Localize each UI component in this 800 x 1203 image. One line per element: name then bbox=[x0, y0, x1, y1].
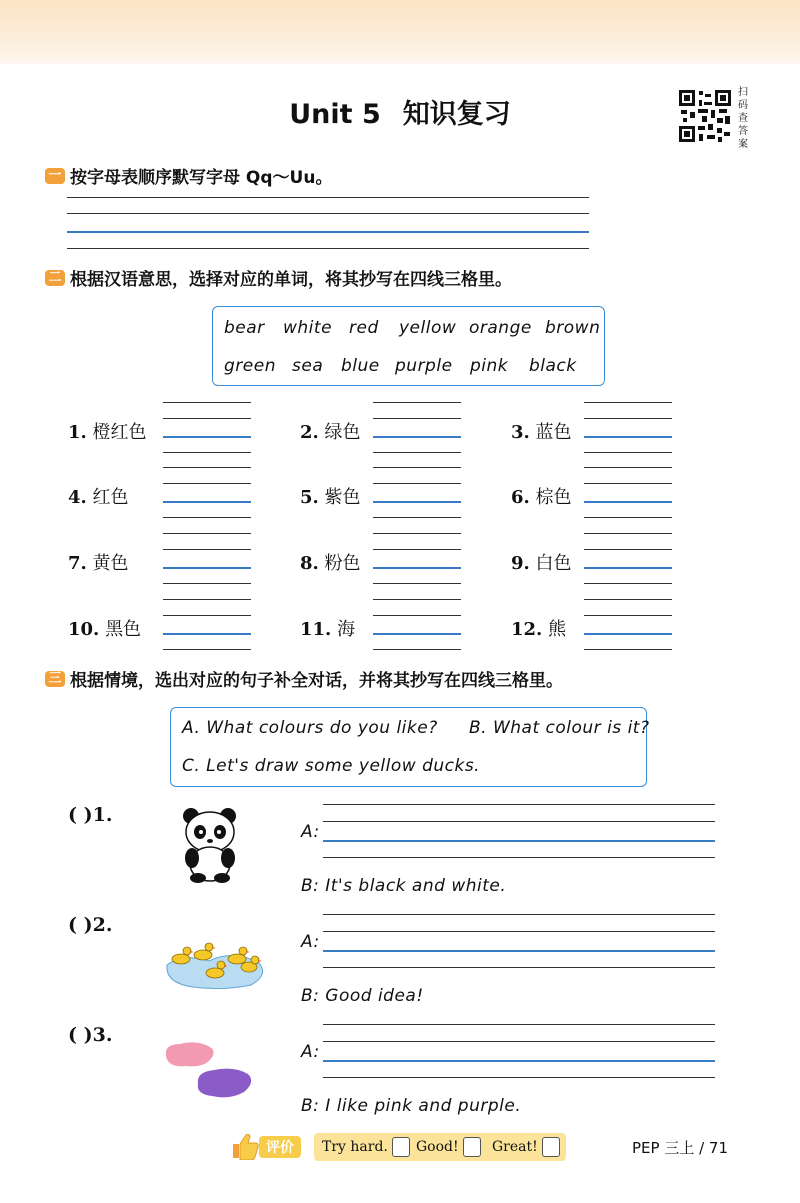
word-bank-item: brown bbox=[545, 318, 601, 338]
vocab-item-label bbox=[300, 418, 361, 444]
writing-line bbox=[373, 452, 461, 453]
section-2-number: 二 bbox=[48, 270, 62, 285]
good-option[interactable] bbox=[416, 1137, 481, 1157]
writing-line bbox=[584, 483, 672, 484]
dialog-baseline bbox=[323, 1060, 715, 1062]
vocab-item-number: 5. bbox=[300, 487, 319, 508]
section-3-instruction: 根据情境，选出对应的句子补全对话，并将其抄写在四线三格里。 bbox=[70, 671, 563, 691]
writing-line bbox=[373, 615, 461, 616]
dialog-line bbox=[323, 931, 715, 932]
vocab-item-chinese: 海 bbox=[337, 619, 356, 640]
question-3-answer-blank[interactable]: ( )3. bbox=[68, 1024, 113, 1046]
speaker-a-label: A: bbox=[301, 1042, 320, 1062]
writing-line bbox=[584, 402, 672, 403]
option-b: B. What colour is it? bbox=[469, 718, 650, 738]
writing-baseline bbox=[584, 436, 672, 438]
vocab-item-chinese: 白色 bbox=[535, 553, 572, 574]
thumbs-up-icon bbox=[230, 1132, 260, 1160]
dialog-line bbox=[323, 967, 715, 968]
vocab-item-label bbox=[68, 483, 129, 509]
dialog-baseline bbox=[323, 950, 715, 952]
vocab-item-label bbox=[511, 418, 572, 444]
writing-baseline bbox=[67, 231, 589, 233]
writing-line bbox=[373, 483, 461, 484]
writing-baseline bbox=[373, 436, 461, 438]
writing-line bbox=[584, 599, 672, 600]
dialog-baseline bbox=[323, 840, 715, 842]
writing-line bbox=[163, 583, 251, 584]
writing-line bbox=[163, 549, 251, 550]
vocab-item-number: 11. bbox=[300, 619, 332, 640]
writing-line bbox=[67, 213, 589, 214]
vocab-item-chinese: 黄色 bbox=[92, 553, 129, 574]
writing-line bbox=[584, 533, 672, 534]
vocab-item-number: 2. bbox=[300, 422, 319, 443]
vocab-item-label bbox=[511, 483, 572, 509]
vocab-item-number: 9. bbox=[511, 553, 530, 574]
writing-baseline bbox=[584, 501, 672, 503]
great-checkbox[interactable] bbox=[542, 1137, 560, 1157]
ducks-icon bbox=[163, 935, 267, 991]
vocab-item-label bbox=[300, 615, 355, 641]
writing-line bbox=[163, 483, 251, 484]
word-bank-item: yellow bbox=[399, 318, 457, 338]
writing-line bbox=[163, 517, 251, 518]
vocab-item-number: 10. bbox=[68, 619, 100, 640]
vocab-item-chinese: 粉色 bbox=[324, 553, 361, 574]
vocab-item-chinese: 棕色 bbox=[535, 487, 572, 508]
vocab-item-number: 4. bbox=[68, 487, 87, 508]
panda-icon bbox=[180, 806, 240, 884]
vocab-item-number: 3. bbox=[511, 422, 530, 443]
writing-line bbox=[373, 418, 461, 419]
try-hard-label: Try hard. bbox=[322, 1139, 388, 1155]
writing-line bbox=[163, 402, 251, 403]
word-bank-item: red bbox=[349, 318, 379, 338]
qr-code-icon[interactable] bbox=[677, 88, 733, 144]
writing-line bbox=[163, 649, 251, 650]
question-2-answer-blank[interactable]: ( )2. bbox=[68, 914, 113, 936]
writing-line bbox=[584, 452, 672, 453]
page-number: PEP 三上 / 71 bbox=[632, 1139, 729, 1157]
writing-baseline bbox=[373, 501, 461, 503]
title-text: 知识复习 bbox=[402, 99, 511, 130]
writing-baseline bbox=[163, 567, 251, 569]
section-1-instruction: 按字母表顺序默写字母 Qq～Uu。 bbox=[70, 168, 333, 188]
vocab-item-chinese: 黑色 bbox=[105, 619, 142, 640]
unit-label: Unit 5 bbox=[289, 99, 381, 130]
vocab-item-chinese: 红色 bbox=[92, 487, 129, 508]
speaker-b-line: B: I like pink and purple. bbox=[301, 1096, 522, 1116]
vocab-item-label bbox=[68, 549, 129, 575]
vocab-item-number: 7. bbox=[68, 553, 87, 574]
vocab-item-chinese: 橙红色 bbox=[92, 422, 147, 443]
vocab-item-label bbox=[300, 549, 361, 575]
dialog-line bbox=[323, 1024, 715, 1025]
vocab-item-label bbox=[511, 615, 566, 641]
writing-baseline bbox=[163, 501, 251, 503]
writing-line bbox=[584, 649, 672, 650]
writing-line bbox=[584, 467, 672, 468]
try-hard-checkbox[interactable] bbox=[392, 1137, 410, 1157]
vocab-item-chinese: 绿色 bbox=[324, 422, 361, 443]
word-bank-item: orange bbox=[469, 318, 532, 338]
word-bank-item: purple bbox=[395, 356, 453, 376]
dialog-line bbox=[323, 804, 715, 805]
writing-line bbox=[373, 533, 461, 534]
writing-line bbox=[163, 452, 251, 453]
great-label: Great! bbox=[492, 1139, 538, 1155]
question-1-answer-blank[interactable]: ( )1. bbox=[68, 804, 113, 826]
option-a: A. What colours do you like? bbox=[182, 718, 438, 738]
word-bank-item: sea bbox=[292, 356, 324, 376]
writing-baseline bbox=[584, 567, 672, 569]
dialog-line bbox=[323, 857, 715, 858]
good-checkbox[interactable] bbox=[463, 1137, 481, 1157]
word-bank-item: black bbox=[529, 356, 577, 376]
speaker-a-label: A: bbox=[301, 822, 320, 842]
writing-line bbox=[584, 615, 672, 616]
writing-line bbox=[584, 517, 672, 518]
top-band-edge bbox=[0, 58, 800, 64]
section-3-number: 三 bbox=[48, 671, 62, 686]
vocab-item-chinese: 熊 bbox=[548, 619, 567, 640]
writing-baseline bbox=[373, 567, 461, 569]
writing-line bbox=[163, 418, 251, 419]
dialog-line bbox=[323, 821, 715, 822]
writing-line bbox=[163, 533, 251, 534]
writing-line bbox=[373, 402, 461, 403]
writing-baseline bbox=[163, 633, 251, 635]
try-hard-option[interactable] bbox=[322, 1137, 410, 1157]
writing-line bbox=[67, 248, 589, 249]
writing-line bbox=[163, 599, 251, 600]
word-bank-item: white bbox=[283, 318, 333, 338]
dialog-line bbox=[323, 1077, 715, 1078]
writing-line bbox=[584, 549, 672, 550]
qr-caption: 扫码查答案 bbox=[738, 87, 748, 150]
vocab-item-label bbox=[300, 483, 361, 509]
writing-line bbox=[373, 517, 461, 518]
vocab-item-number: 1. bbox=[68, 422, 87, 443]
writing-line bbox=[373, 467, 461, 468]
section-2-instruction: 根据汉语意思，选择对应的单词，将其抄写在四线三格里。 bbox=[70, 270, 512, 290]
writing-baseline bbox=[373, 633, 461, 635]
speaker-b-line: B: Good idea! bbox=[301, 986, 424, 1006]
vocab-item-label bbox=[511, 549, 572, 575]
vocab-item-label bbox=[68, 418, 147, 444]
writing-baseline bbox=[163, 436, 251, 438]
writing-line bbox=[584, 418, 672, 419]
writing-baseline bbox=[584, 633, 672, 635]
great-option[interactable] bbox=[492, 1137, 560, 1157]
vocab-item-number: 8. bbox=[300, 553, 319, 574]
word-bank-item: blue bbox=[341, 356, 380, 376]
writing-line bbox=[373, 549, 461, 550]
vocab-item-number: 12. bbox=[511, 619, 543, 640]
good-label: Good! bbox=[416, 1139, 459, 1155]
speaker-b-line: B: It's black and white. bbox=[301, 876, 507, 896]
writing-line bbox=[373, 583, 461, 584]
word-bank-item: bear bbox=[224, 318, 265, 338]
vocab-item-label bbox=[68, 615, 141, 641]
top-band bbox=[0, 0, 800, 58]
dialog-line bbox=[323, 1041, 715, 1042]
word-bank-item: pink bbox=[470, 356, 509, 376]
writing-line bbox=[163, 467, 251, 468]
vocab-item-chinese: 紫色 bbox=[324, 487, 361, 508]
section-1-number: 一 bbox=[48, 168, 62, 183]
evaluation-label: 评价 bbox=[266, 1140, 294, 1156]
writing-line bbox=[67, 197, 589, 198]
speaker-a-label: A: bbox=[301, 932, 320, 952]
writing-line bbox=[373, 599, 461, 600]
vocab-item-number: 6. bbox=[511, 487, 530, 508]
option-c: C. Let's draw some yellow ducks. bbox=[182, 756, 481, 776]
writing-line bbox=[373, 649, 461, 650]
vocab-item-chinese: 蓝色 bbox=[535, 422, 572, 443]
dialog-line bbox=[323, 914, 715, 915]
paint-blobs-icon bbox=[160, 1036, 256, 1102]
writing-line bbox=[163, 615, 251, 616]
word-bank-item: green bbox=[224, 356, 276, 376]
writing-line bbox=[584, 583, 672, 584]
